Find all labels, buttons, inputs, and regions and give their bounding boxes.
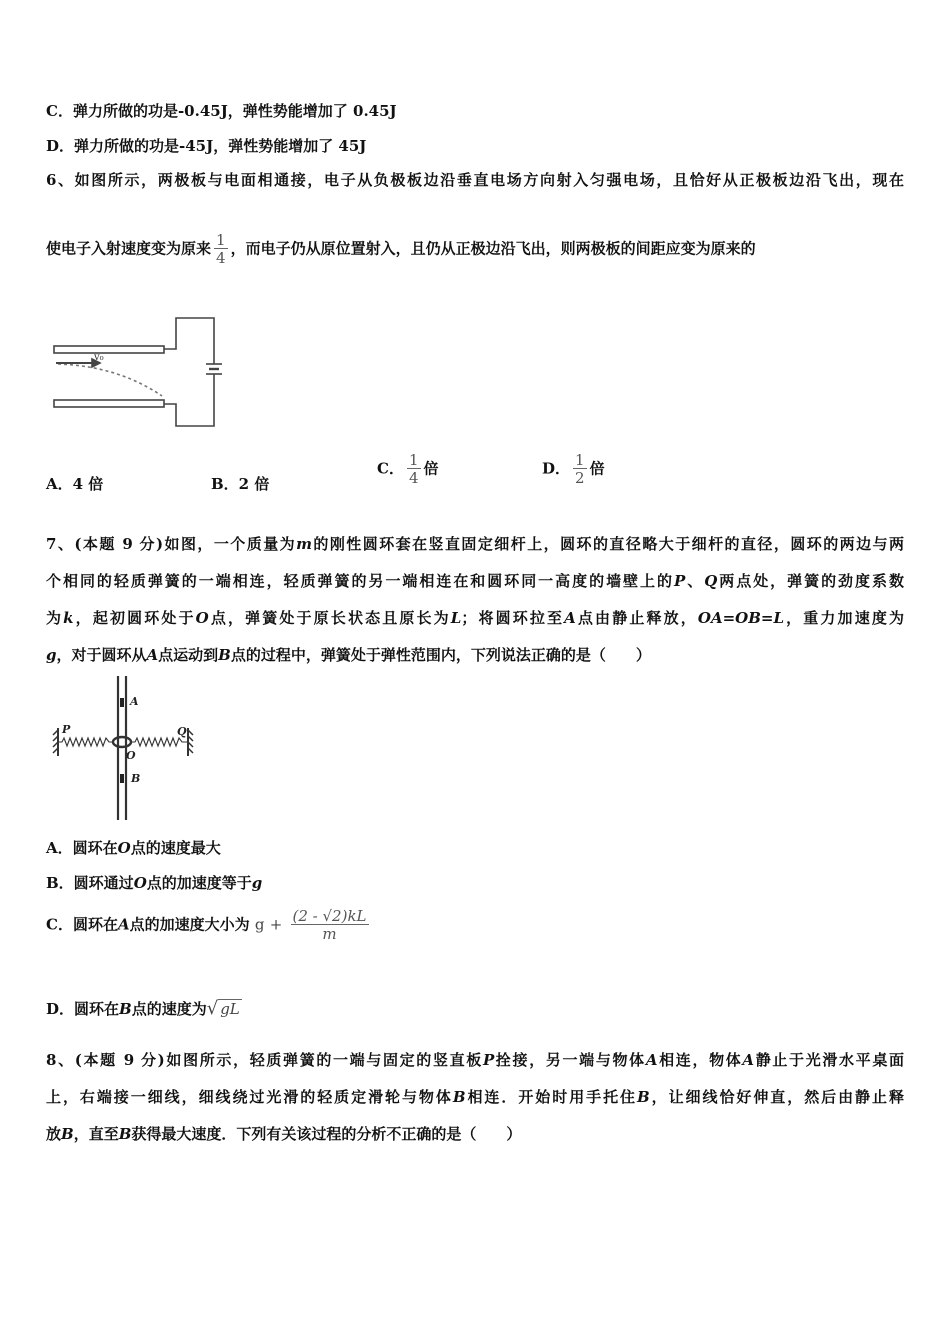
- q7-equation: OA=OB=L: [697, 609, 785, 627]
- q7-l3d: ；将圆环拉至: [461, 609, 565, 627]
- q8-var-b2: B: [637, 1088, 650, 1106]
- q7-option-a: [46, 838, 221, 858]
- q6-option-c-den: 4: [408, 469, 419, 487]
- q6-figure-capacitor: [48, 312, 223, 430]
- q8-var-b4: B: [118, 1125, 132, 1143]
- q8-l2a: 上，右端接一细线，细线绕过光滑的轻质定滑轮与物体: [46, 1088, 453, 1106]
- q6-option-c-fraction: [407, 452, 421, 487]
- q5-option-d: D．弹力所做的功是-45J，弹性势能增加了 45J: [46, 137, 367, 155]
- q6-stem-line1: 6、如图所示，两极板与电面相通接，电子从负极板边沿垂直电场方向射入匀强电场，且恰好从正极板边沿飞出，现在: [46, 171, 904, 189]
- q7-stem-line3: [46, 608, 904, 628]
- q7-figure-label-b: B: [131, 772, 141, 785]
- q7-option-b-text1: B．圆环通过: [46, 874, 134, 892]
- q7-l4a: ，对于圆环从: [56, 646, 147, 664]
- q8-var-b3: B: [61, 1125, 74, 1143]
- q7-figure-label-p: P: [62, 723, 71, 736]
- q7-option-b: [46, 873, 262, 893]
- q7-var-a: A: [564, 609, 576, 627]
- q7-var-g: g: [46, 646, 57, 664]
- q6-option-c-suffix: 倍: [423, 459, 439, 478]
- q7-l1a: 7、(本题 9 分)如图，一个质量为: [46, 535, 297, 553]
- q7-figure-label-q: Q: [177, 725, 187, 738]
- q8-var-a: A: [645, 1051, 658, 1069]
- q7-option-d-var-b: B: [119, 1000, 132, 1018]
- q6-option-d-prefix: D．: [542, 459, 571, 478]
- q7-figure-ring-springs: [52, 676, 197, 820]
- q7-option-a-text2: 点的速度最大: [130, 839, 221, 857]
- q7-var-l: L: [450, 609, 462, 627]
- q6-option-c-num: 1: [408, 451, 419, 469]
- q7-option-c-g: g: [254, 915, 265, 934]
- q7-var-k: k: [63, 609, 74, 627]
- q7-option-c: [46, 908, 372, 943]
- q8-l1d: 静止于光滑水平桌面: [754, 1051, 904, 1069]
- q7-l1b: 的刚性圆环套在竖直固定细杆上，圆环的直径略大于细杆的直径，圆环的两边与两: [311, 535, 904, 553]
- q7-var-p: P: [673, 572, 686, 590]
- q7-option-d-text1: D．圆环在: [46, 1000, 120, 1018]
- q7-option-c-text2: 点的加速度大小为: [129, 915, 250, 934]
- q7-var-a2: A: [146, 646, 159, 664]
- q6-fraction-num: 1: [216, 231, 226, 249]
- q7-option-b-var-o: O: [133, 874, 147, 892]
- q7-option-d-text2: 点的速度为: [131, 1000, 207, 1018]
- q8-l1c: 相连，物体: [657, 1051, 743, 1069]
- q6-option-c: [377, 452, 439, 487]
- q8-var-a2: A: [742, 1051, 755, 1069]
- q7-figure-label-a: A: [130, 695, 139, 708]
- q6-option-d: [542, 452, 605, 487]
- q7-l3e: 点由静止释放，: [575, 609, 698, 627]
- q7-stem-line2: [46, 571, 904, 591]
- q7-l2a: 个相同的轻质弹簧的一端相连，轻质弹簧的另一端相连在和圆环同一高度的墙壁上的: [46, 572, 674, 590]
- q7-option-c-plus: +: [269, 915, 283, 934]
- q6-fraction: [214, 232, 228, 267]
- q7-l4b: 点运动到: [158, 646, 219, 664]
- q7-var-m: m: [296, 535, 312, 553]
- q7-option-c-den: m: [291, 924, 369, 943]
- q5-option-c: C．弹力所做的功是-0.45J，弹性势能增加了 0.45J: [46, 102, 397, 120]
- q7-option-c-num: (2 - √2)kL: [292, 907, 367, 925]
- q6-stem-text-b: ，而电子仍从原位置射入，且仍从正极边沿飞出，则两极板的间距应变为原来的: [230, 239, 756, 258]
- q7-option-b-text2: 点的加速度等于: [146, 874, 252, 892]
- q6-option-a: A．4 倍: [46, 475, 104, 493]
- q7-l3b: ，起初圆环处于: [73, 609, 196, 627]
- q7-option-d-sqrt-sign: √: [206, 998, 219, 1019]
- q8-l1a: 8、(本题 9 分)如图所示，轻质弹簧的一端与固定的竖直板: [46, 1051, 483, 1069]
- q6-stem-text-a: 使电子入射速度变为原来: [46, 239, 212, 258]
- q7-var-b: B: [218, 646, 231, 664]
- q7-option-d: [46, 996, 242, 1022]
- q7-l4c: 点的过程中，弹簧处于弹性范围内，下列说法正确的是（ ）: [230, 646, 651, 664]
- q6-option-d-suffix: 倍: [589, 459, 605, 478]
- q7-option-c-text1: C．圆环在: [46, 915, 118, 934]
- q8-var-b: B: [452, 1088, 466, 1106]
- q6-fraction-den: 4: [216, 249, 226, 267]
- q7-l2b: 两点处，弹簧的劲度系数: [717, 572, 904, 590]
- q8-var-p: P: [482, 1051, 495, 1069]
- q7-l3f: ，重力加速度为: [784, 609, 904, 627]
- q6-option-d-num: 1: [575, 451, 585, 469]
- q7-l3c: 点，弹簧处于原长状态且原长为: [208, 609, 451, 627]
- q8-l2b: 相连．开始时用手托住: [465, 1088, 637, 1106]
- q8-l1b: 拴接，另一端与物体: [494, 1051, 646, 1069]
- q7-figure-label-o: O: [126, 749, 136, 762]
- q8-stem-line3: [46, 1124, 521, 1144]
- q8-stem-line1: [46, 1050, 904, 1070]
- q6-option-d-den: 2: [575, 469, 585, 487]
- q7-var-o: O: [195, 609, 209, 627]
- q7-option-a-text1: A．圆环在: [46, 839, 118, 857]
- q6-option-c-prefix: C．: [377, 459, 404, 478]
- q7-stem-line4: [46, 645, 651, 665]
- q6-option-b: B．2 倍: [211, 475, 270, 493]
- q6-option-d-fraction: [573, 452, 587, 487]
- q7-option-c-fraction: [291, 908, 369, 943]
- q7-stem-line1: [46, 534, 904, 554]
- q7-option-a-var-o: O: [117, 839, 131, 857]
- q8-l3b: ，直至: [73, 1125, 119, 1143]
- q7-var-q: Q: [704, 572, 718, 590]
- q6-figure-label-v0: v₀: [94, 352, 104, 363]
- q8-stem-line2: [46, 1087, 904, 1107]
- q7-option-b-var-g: g: [251, 874, 263, 892]
- q7-sep: 、: [685, 572, 705, 590]
- q7-l3a: 为: [46, 609, 64, 627]
- q7-option-d-sqrt-body: gL: [220, 1000, 240, 1018]
- q7-option-c-var-a: A: [117, 915, 130, 934]
- q8-l2c: ，让细线恰好伸直，然后由静止释: [649, 1088, 904, 1106]
- q8-l3a: 放: [46, 1125, 62, 1143]
- q8-l3c: 获得最大速度．下列有关该过程的分析不正确的是（ ）: [131, 1125, 522, 1143]
- q6-stem-line2: [46, 232, 756, 267]
